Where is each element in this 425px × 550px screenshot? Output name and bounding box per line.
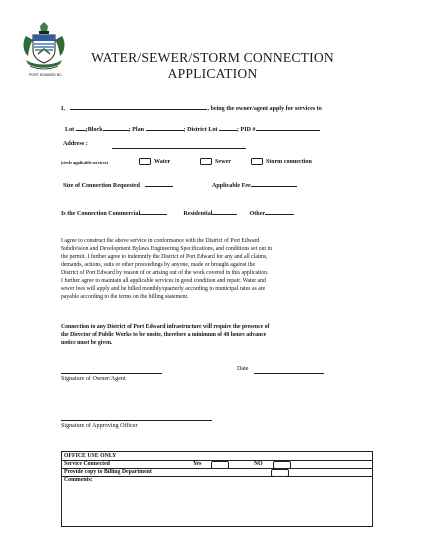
fee-field[interactable]	[251, 179, 297, 187]
lot-field[interactable]	[76, 123, 86, 131]
agreement-line: the permit. I further agree to indemnify the District of Port Edward for any and all claims,	[61, 254, 268, 261]
storm-label: Storm connection	[266, 158, 312, 165]
sewer-checkbox[interactable]	[200, 158, 212, 165]
sewer-label: Sewer	[215, 158, 231, 165]
agreement-line: Subdivision and Development Bylaws Engineering Specifications, and conditions set out in	[61, 246, 272, 253]
water-checkbox[interactable]	[139, 158, 151, 165]
plan-label: ; Plan	[128, 127, 145, 133]
block-label: ;Block	[85, 127, 103, 133]
agreement-line: sewer fees will apply and be billed monthly/quarterly according to municipal rates as are	[61, 286, 266, 293]
pid-field[interactable]	[256, 123, 320, 131]
pid-label: ; PID #	[236, 127, 256, 133]
size-row	[63, 179, 173, 189]
residential-field[interactable]	[212, 207, 237, 215]
service-sewer	[200, 158, 231, 165]
other-label: Other	[249, 211, 266, 217]
yes-label: Yes	[193, 460, 202, 467]
address-label: Address :	[63, 141, 88, 147]
residential-label: Residential	[183, 211, 213, 217]
owner-signature-label: Signature of Owner/Agent	[61, 376, 126, 382]
fee-row	[212, 179, 297, 189]
agreement-line: I agree to construct the above service in conformance with the District of Port Edward	[61, 238, 260, 244]
notice-line: the Director of Public Works to be onsite, therefore a minimum of 48 hours advance	[61, 332, 267, 339]
commercial-label: Is the Connection Commercial	[61, 211, 141, 217]
circle-services-note: (circle applicable services)	[61, 160, 108, 165]
officer-signature-line[interactable]	[61, 420, 212, 421]
date-field[interactable]	[254, 373, 324, 374]
owner-row	[61, 102, 322, 112]
billing-copy-label: Provide copy to Billing Department	[64, 468, 152, 475]
lot-label: Lot	[65, 127, 75, 133]
water-label: Water	[154, 158, 171, 165]
address-field[interactable]	[112, 148, 246, 149]
owner-signature-line[interactable]	[61, 373, 162, 374]
notice-paragraph	[61, 323, 381, 347]
agreement-line: I further agree to maintain all applicable services in good condition and repair. Water and	[61, 278, 266, 285]
size-field[interactable]	[145, 179, 173, 187]
plan-field[interactable]	[146, 123, 184, 131]
date-label: Date	[237, 366, 249, 372]
commercial-field[interactable]	[140, 207, 167, 215]
comments-label: Comments:	[64, 477, 93, 483]
no-label: NO	[254, 460, 263, 467]
agreement-line: demands, actions, suits or other proceedings by anyone, made or brought against the	[61, 262, 256, 269]
logo-caption: PORT EDWARD BC	[29, 73, 62, 77]
form-title-line-1: WATER/SEWER/STORM CONNECTION	[91, 50, 334, 65]
owner-prefix: I,	[61, 106, 65, 112]
service-storm	[251, 158, 312, 165]
office-use-box	[61, 451, 373, 527]
size-label: Size of Connection Requested	[63, 183, 141, 189]
service-connected-label: Service Connected	[64, 460, 110, 467]
owner-suffix: , being the owner/agent apply for services to	[207, 106, 322, 112]
agreement-paragraph	[61, 237, 381, 301]
service-water	[139, 158, 170, 165]
district-lot-label: ; District Lot	[183, 127, 218, 133]
other-field[interactable]	[265, 207, 294, 215]
comments-field[interactable]	[62, 476, 372, 526]
notice-line: notice must be given.	[61, 340, 113, 347]
notice-line: Connection to any District of Port Edward infrastructure will require the presence of	[61, 324, 270, 330]
district-lot-field[interactable]	[219, 123, 237, 131]
agreement-line: payable according to the terms on the billing statement.	[61, 294, 189, 301]
owner-name-field[interactable]	[70, 102, 207, 110]
agreement-line: District of Port Edward by reason of or arising out of the work covered in this application.	[61, 270, 269, 277]
block-field[interactable]	[103, 123, 129, 131]
legal-description-row	[65, 123, 320, 133]
fee-label: Applicable Fee	[212, 183, 251, 189]
office-use-heading: OFFICE USE ONLY	[64, 452, 117, 459]
officer-signature-label: Signature of Approving Officer	[61, 423, 138, 429]
storm-checkbox[interactable]	[251, 158, 263, 165]
connection-type-row	[61, 207, 294, 217]
form-title-line-2: APPLICATION	[167, 66, 258, 81]
